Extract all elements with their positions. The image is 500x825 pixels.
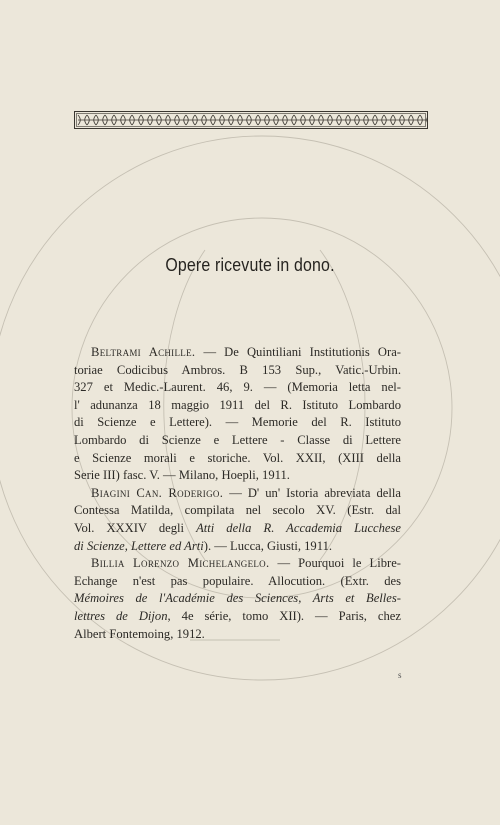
entry-text: Vol. XXXIV degli [74, 520, 197, 535]
entry-text: di Scienze e Lettere). — Memorie del R. Istituto [74, 415, 401, 430]
entry-author: Biagini Can. Roderigo. [91, 485, 224, 500]
entry-text-italic: lettres de Dijon [74, 608, 168, 623]
entry-text-italic: di Scienze, Lettere ed Arti [74, 538, 204, 553]
entry-text: Lombardo di Scienze e Lettere - Classe di Lettere [74, 432, 401, 447]
entry-text: Serie III) fasc. V. — Milano, Hoepli, 1911. [74, 468, 290, 483]
entry-text: Albert Fontemoing, 1912. [74, 626, 205, 641]
entry-text: Echange n'est pas populaire. Allocution. (Extr. des [74, 573, 401, 588]
entry-biagini [74, 485, 401, 555]
entry-text: toriae Codicibus Ambros. B 153 Sup., Vatic.-Urbin. [74, 362, 401, 377]
ornamental-border [74, 111, 428, 129]
entry-author: Billia Lorenzo Michelangelo. [91, 556, 270, 571]
page-title: Opere ricevute in dono. [165, 254, 335, 275]
entry-text-italic: Atti della R. Accademia Lucchese [196, 520, 401, 535]
entry-text: e Scienze morali e storiche. Vol. XXII, (XIII della [74, 450, 401, 465]
entry-text: — D' un' Istoria abreviata della [223, 485, 401, 500]
entry-billia [74, 555, 401, 643]
entry-text-italic: Mémoires de l'Académie des Sciences, Arts et Belles- [74, 591, 401, 606]
entry-text: — De Quintiliani Institutionis Ora- [195, 345, 401, 359]
entry-text: Contessa Matilda, compilata nel secolo XV. (Estr. dal [74, 503, 401, 518]
entry-beltrami [74, 344, 401, 485]
entry-author: Beltrami Achille. [91, 345, 196, 359]
entry-text: 327 et Medic.-Laurent. 46, 9. — (Memoria letta nel- [74, 380, 401, 395]
entry-text: l' adunanza 18 maggio 1911 del R. Istituto Lombardo [74, 397, 401, 412]
page-signature: s [398, 670, 402, 680]
entry-text: — Pourquoi le Libre- [269, 556, 401, 571]
entry-text: ). — Lucca, Giusti, 1911. [203, 538, 333, 553]
entry-text: , 4e série, tomo XII). — Paris, chez [167, 608, 401, 623]
entries-list [74, 344, 401, 643]
